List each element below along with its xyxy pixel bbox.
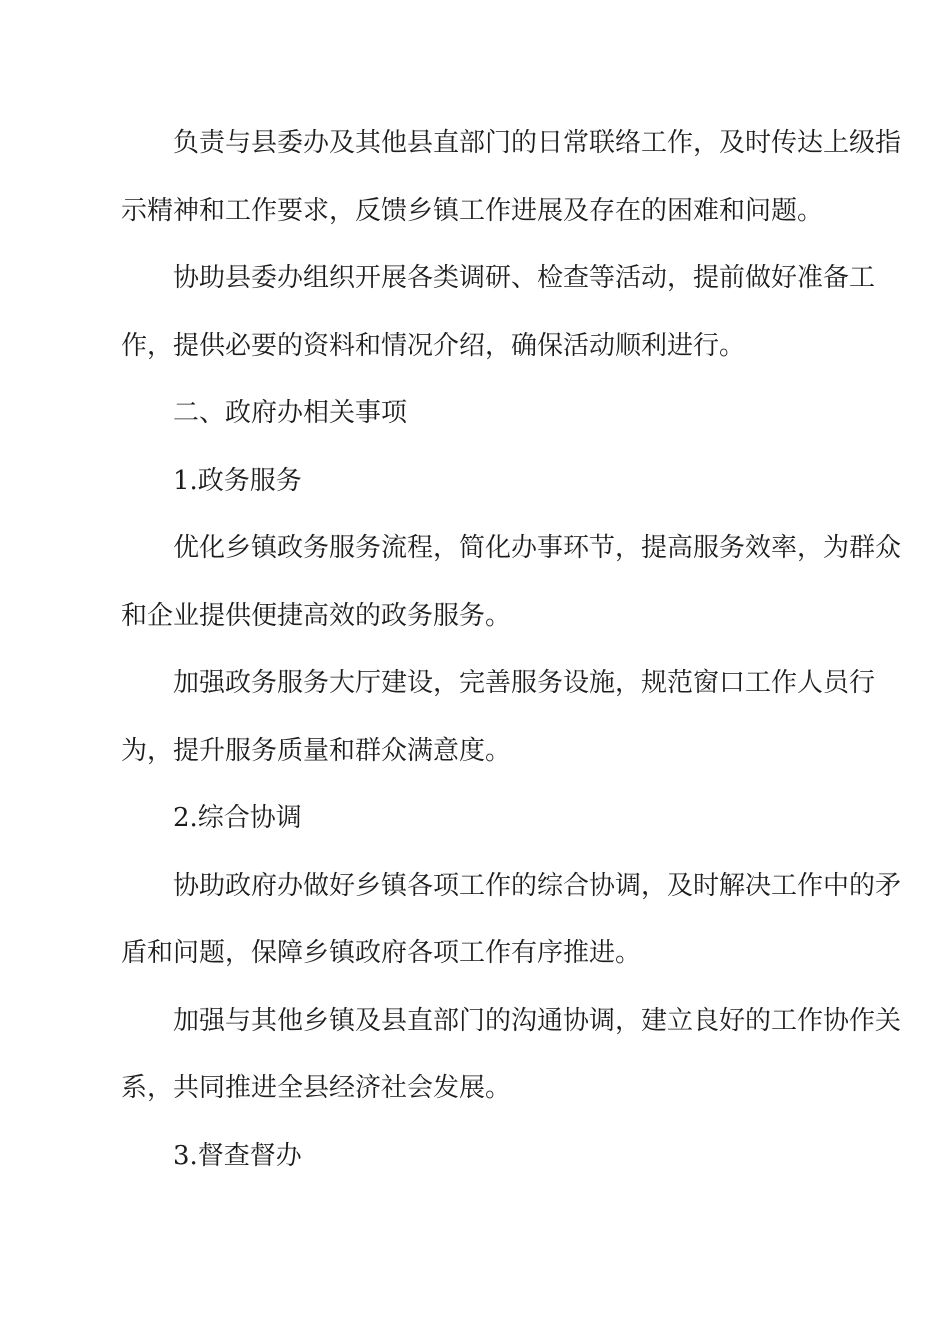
paragraph	[121, 515, 902, 650]
body-text-line: 系，共同推进全县经济社会发展。	[121, 1073, 512, 1103]
body-text-line: 为，提升服务质量和群众满意度。	[121, 735, 512, 766]
subheading-line: 1.政务服务	[173, 465, 302, 496]
paragraph	[121, 110, 902, 245]
paragraph	[121, 650, 876, 785]
heading	[121, 380, 851, 448]
paragraph	[121, 988, 902, 1123]
subheading-line: 3.督查督办	[173, 1140, 302, 1171]
body-text-line: 示精神和工作要求，反馈乡镇工作进展及存在的困难和问题。	[121, 195, 824, 226]
subheading-line: 2.综合协调	[173, 803, 302, 833]
paragraph	[121, 853, 902, 988]
body-text-line: 协助县委办组织开展各类调研、检查等活动，提前做好准备工	[173, 263, 876, 293]
body-text-line: 和企业提供便捷高效的政务服务。	[121, 600, 512, 631]
subheading	[121, 785, 851, 853]
body-text-line: 优化乡镇政务服务流程，简化办事环节，提高服务效率，为群众	[173, 533, 902, 563]
body-text-line: 盾和问题，保障乡镇政府各项工作有序推进。	[121, 938, 642, 968]
body-text-line: 作，提供必要的资料和情况介绍，确保活动顺利进行。	[121, 330, 746, 361]
body-text-line: 加强与其他乡镇及县直部门的沟通协调，建立良好的工作协作关	[173, 1005, 902, 1036]
paragraph	[121, 245, 876, 380]
body-text-line: 负责与县委办及其他县直部门的日常联络工作，及时传达上级指	[173, 128, 902, 158]
subheading	[121, 1123, 851, 1191]
subheading	[121, 448, 851, 516]
body-text-line: 加强政务服务大厅建设，完善服务设施，规范窗口工作人员行	[173, 668, 876, 698]
document-content	[121, 110, 902, 1190]
heading-line: 二、政府办相关事项	[173, 398, 408, 428]
body-text-line: 协助政府办做好乡镇各项工作的综合协调，及时解决工作中的矛	[173, 870, 902, 901]
